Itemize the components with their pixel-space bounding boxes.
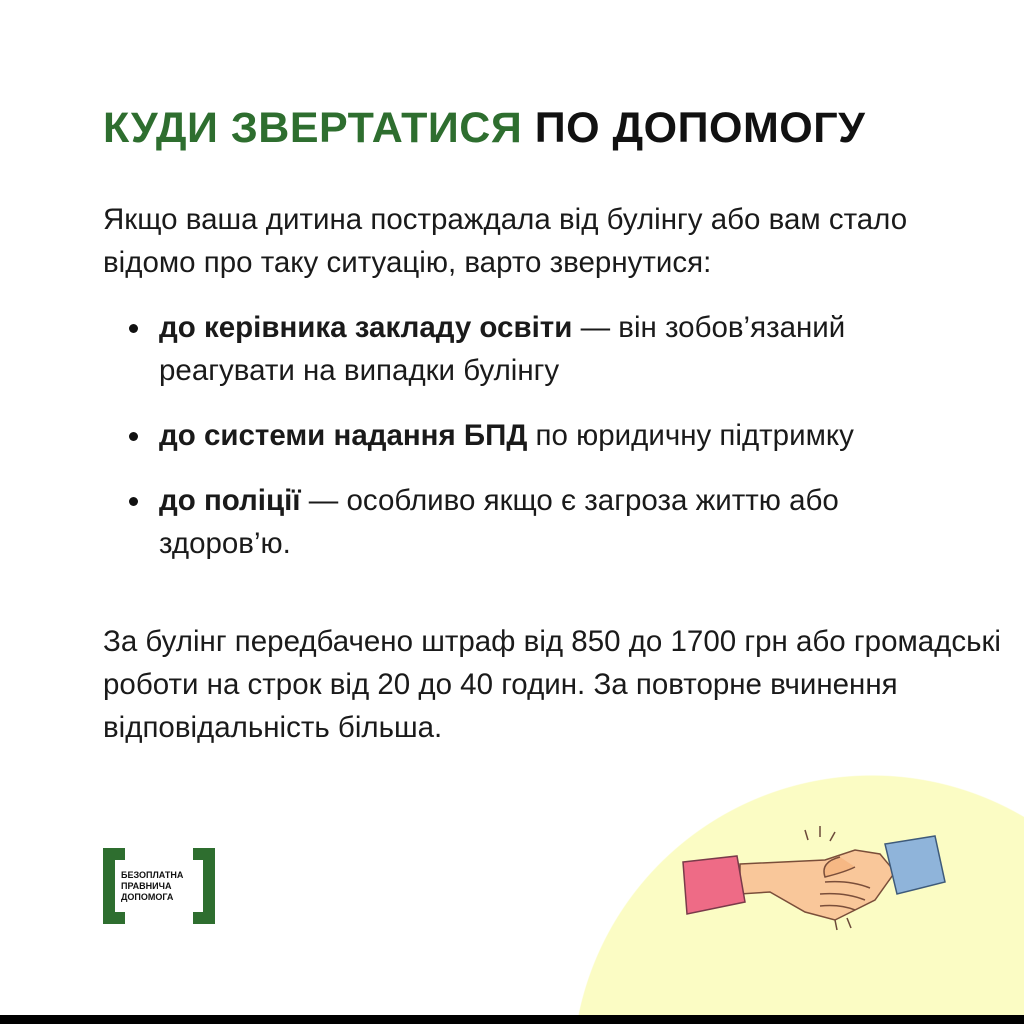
page-title	[103, 104, 865, 153]
item-bold: до керівника закладу освіти	[159, 311, 573, 344]
list-item	[127, 414, 947, 457]
intro-text: Якщо ваша дитина постраждала від булінгу або вам стало відомо про таку ситуацію, варто звернутися:	[103, 203, 908, 279]
logo-line: ДОПОМОГА	[121, 892, 174, 902]
item-text: по юридичну підтримку	[527, 419, 854, 452]
title-black: ПО ДОПОМОГУ	[534, 104, 866, 152]
list-item	[127, 306, 947, 392]
item-text: — він зобов’язаний реагувати на випадки булінгу	[159, 311, 846, 387]
logo-line: БЕЗОПЛАТНА	[121, 870, 184, 880]
item-bold: до системи надання БПД	[159, 419, 528, 452]
title-green: КУДИ ЗВЕРТАТИСЯ	[103, 104, 523, 152]
item-text: — особливо якщо є загроза життю або здоров’ю.	[159, 484, 839, 560]
logo-line: ПРАВНИЧА	[121, 881, 172, 891]
logo-bracket-left	[103, 848, 115, 924]
item-bold: до поліції	[159, 484, 301, 517]
logo-text	[121, 870, 183, 903]
list-item	[127, 479, 947, 565]
bpd-logo	[103, 848, 215, 924]
handshake-icon	[675, 822, 950, 942]
contact-list	[127, 306, 947, 587]
logo-bracket-right	[203, 848, 215, 924]
penalty-text: За булінг передбачено штраф від 850 до 1700 грн або громадські роботи на строк від 20 до 40 годин. За повторне вчинення відповідальність більша.	[103, 625, 1001, 744]
bottom-bar	[0, 1015, 1024, 1024]
